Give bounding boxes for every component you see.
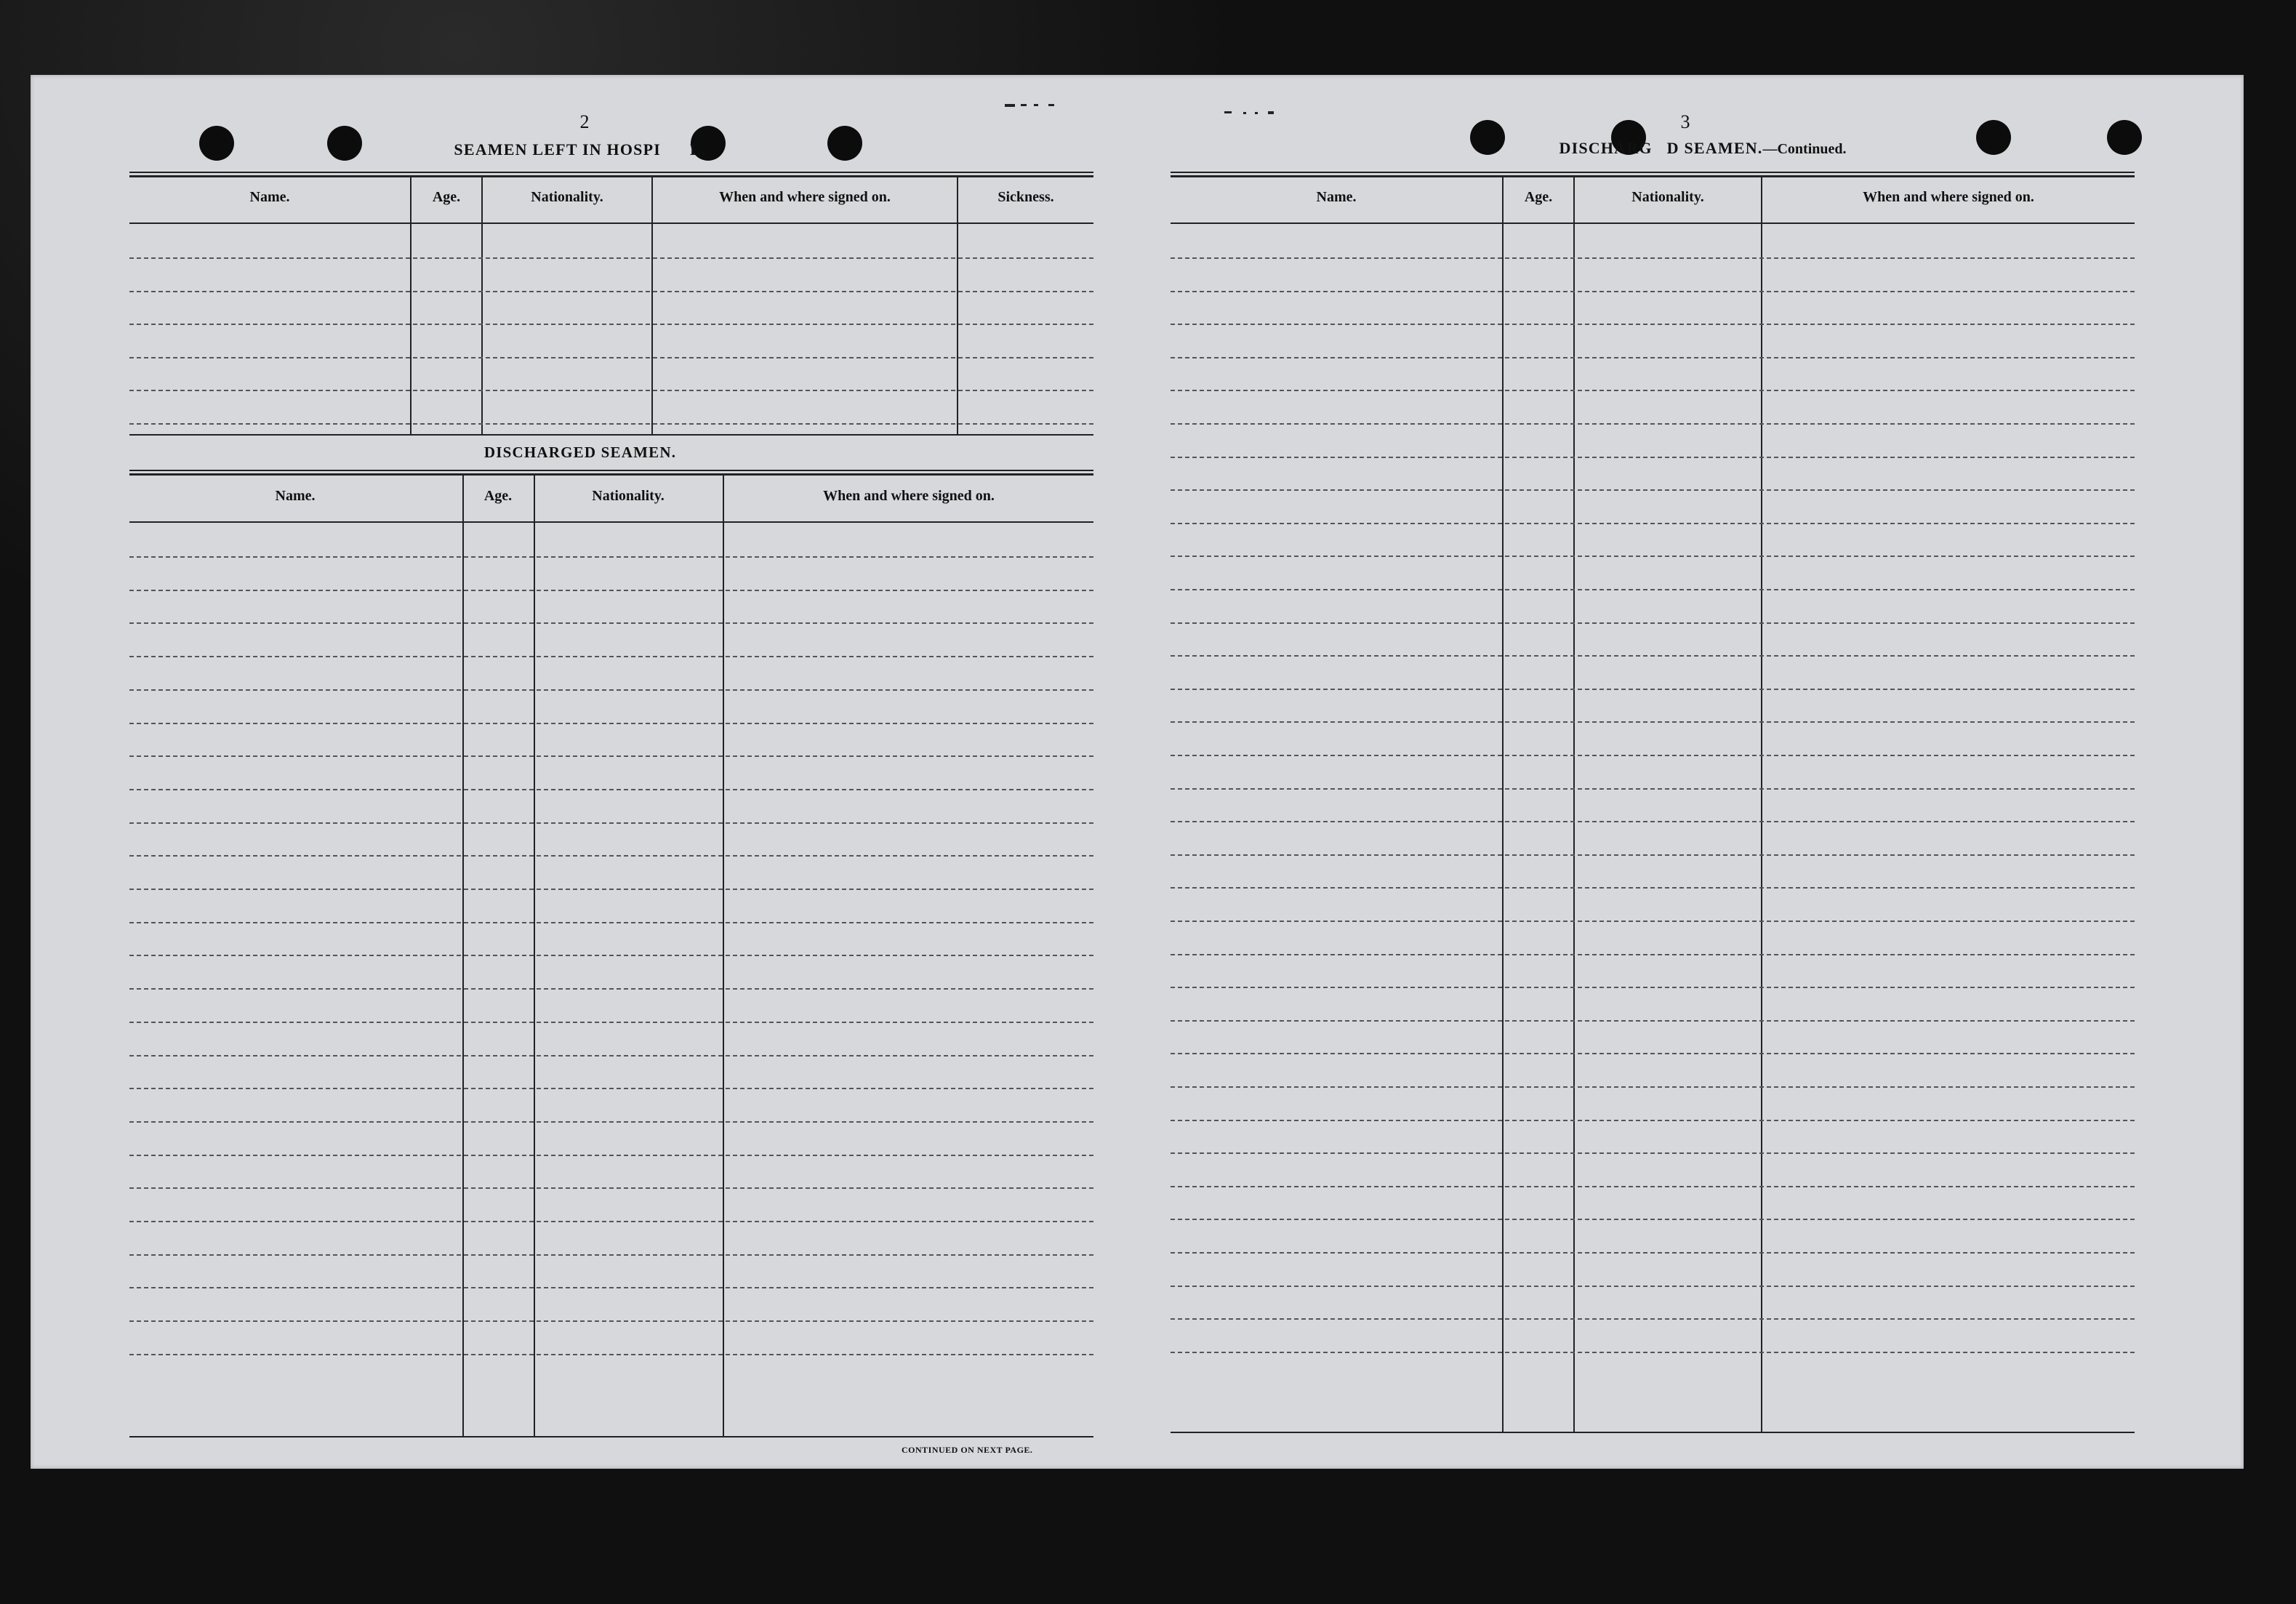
table-row-line [129,1287,1093,1288]
right-table-bottom-rule [1171,1432,2135,1433]
title-start: DISCHARG [1559,139,1653,157]
table-row-line [1171,854,2135,856]
table-row-line [129,656,1093,657]
table-row-line [1171,1152,2135,1154]
hospital-header-rule [129,222,1093,224]
scan-mark [1005,104,1015,107]
table-row-line [129,291,1093,292]
table-row-line [1171,523,2135,524]
hospital-table-bottom-rule [129,434,1093,436]
table-row-line [129,955,1093,956]
scan-mark [1243,112,1246,114]
left-page [100,75,1096,1469]
table-row-line [1171,1352,2135,1353]
table-row-line [129,1088,1093,1089]
table-row-line [129,1022,1093,1023]
table-row-line [129,922,1093,923]
table-row-line [1171,1286,2135,1287]
right-col-signed-on: When and where signed on. [1863,189,2034,205]
table-row-line [1171,1120,2135,1121]
right-col-age: Age. [1524,189,1553,205]
table-row-line [129,590,1093,591]
discharged-continued-title [1477,139,1928,158]
right-table-top-rule [1171,172,2135,173]
table-row-line [1171,987,2135,988]
discharged-col-age: Age. [483,488,513,504]
table-row-line [129,1121,1093,1123]
table-row-line [129,1187,1093,1189]
punch-hole [327,126,362,161]
table-row-line [129,1320,1093,1322]
table-row-line [1171,1318,2135,1320]
punch-hole [827,126,862,161]
table-row-line [129,1055,1093,1056]
discharged-table-bottom-rule [129,1436,1093,1437]
table-row-line [129,556,1093,558]
right-header-rule [1171,222,2135,224]
scan-mark [1021,104,1027,106]
right-col-divider [1761,177,1762,1432]
table-row-line [129,689,1093,691]
punch-hole [1976,120,2011,155]
table-row-line [1171,457,2135,458]
table-row-line [1171,390,2135,391]
table-row-line [1171,357,2135,358]
table-row-line [129,855,1093,857]
table-row-line [1171,887,2135,889]
discharged-table-top-rule [129,470,1093,471]
hospital-col-signed-on: When and where signed on. [719,189,891,205]
scan-mark [1255,112,1258,114]
table-row-line [1171,423,2135,425]
table-row-line [129,423,1093,425]
hospital-col-sickness: Sickness. [998,189,1054,205]
table-row-line [1171,821,2135,822]
right-col-divider [1573,177,1575,1432]
right-page [1201,75,2197,1469]
table-row-line [129,1254,1093,1256]
hospital-col-age: Age. [432,189,461,205]
table-row-line [1171,1086,2135,1088]
table-row-line [1171,1186,2135,1187]
punch-hole [199,126,234,161]
table-row-line [1171,1053,2135,1054]
table-row-line [129,1155,1093,1156]
document-spread [31,75,2244,1469]
scan-mark [1034,104,1038,106]
page-number: 2 [579,111,590,132]
table-row-line [1171,788,2135,790]
hospital-col-divider [957,177,958,434]
table-row-line [129,889,1093,890]
table-row-line [129,755,1093,757]
hospital-title-text: SEAMEN LEFT IN HOSPI [454,140,662,159]
table-row-line [129,324,1093,325]
punch-hole [2107,120,2142,155]
table-row-line [1171,1020,2135,1022]
table-row-line [1171,1219,2135,1220]
page-number: 3 [1680,111,1690,132]
title-continued: —Continued. [1762,141,1847,157]
scan-mark [1224,111,1232,113]
table-row-line [129,390,1093,391]
discharged-col-name: Name. [275,488,316,504]
table-row-line [1171,721,2135,723]
table-row-line [1171,689,2135,690]
hospital-title-tail: L. [690,140,707,159]
table-row-line [129,1221,1093,1222]
right-col-divider [1502,177,1504,1432]
table-row-line [129,988,1093,990]
table-row-line [1171,291,2135,292]
table-row-line [1171,954,2135,955]
table-row-line [1171,655,2135,657]
hospital-col-divider [481,177,483,434]
hospital-col-nationality: Nationality. [531,189,603,205]
discharged-col-nationality: Nationality. [592,488,665,504]
table-row-line [1171,921,2135,922]
table-row-line [129,1354,1093,1355]
table-row-line [1171,257,2135,259]
table-row-line [1171,324,2135,325]
hospital-col-divider [410,177,412,434]
table-row-line [129,723,1093,724]
scan-mark [1268,111,1274,114]
right-col-name: Name. [1316,189,1357,205]
discharged-section-title: DISCHARGED SEAMEN. [483,444,677,461]
title-end: D SEAMEN. [1666,139,1763,157]
table-row-line [129,257,1093,259]
discharged-header-rule [129,521,1093,523]
hospital-col-divider [651,177,653,434]
table-row-line [1171,622,2135,624]
table-row-line [129,789,1093,790]
table-row-line [1171,755,2135,756]
hospital-section-title [420,140,740,159]
right-col-nationality: Nationality. [1631,189,1704,205]
continued-note: CONTINUED ON NEXT PAGE. [902,1445,1033,1455]
table-row-line [129,622,1093,624]
table-row-line [1171,1252,2135,1254]
table-row-line [129,822,1093,824]
table-row-line [1171,589,2135,590]
hospital-col-name: Name. [249,189,290,205]
table-row-line [1171,489,2135,491]
table-row-line [1171,556,2135,557]
hospital-table-top-rule [129,172,1093,173]
scan-mark [1048,104,1054,106]
table-row-line [129,357,1093,358]
discharged-col-signed-on: When and where signed on. [823,488,995,504]
